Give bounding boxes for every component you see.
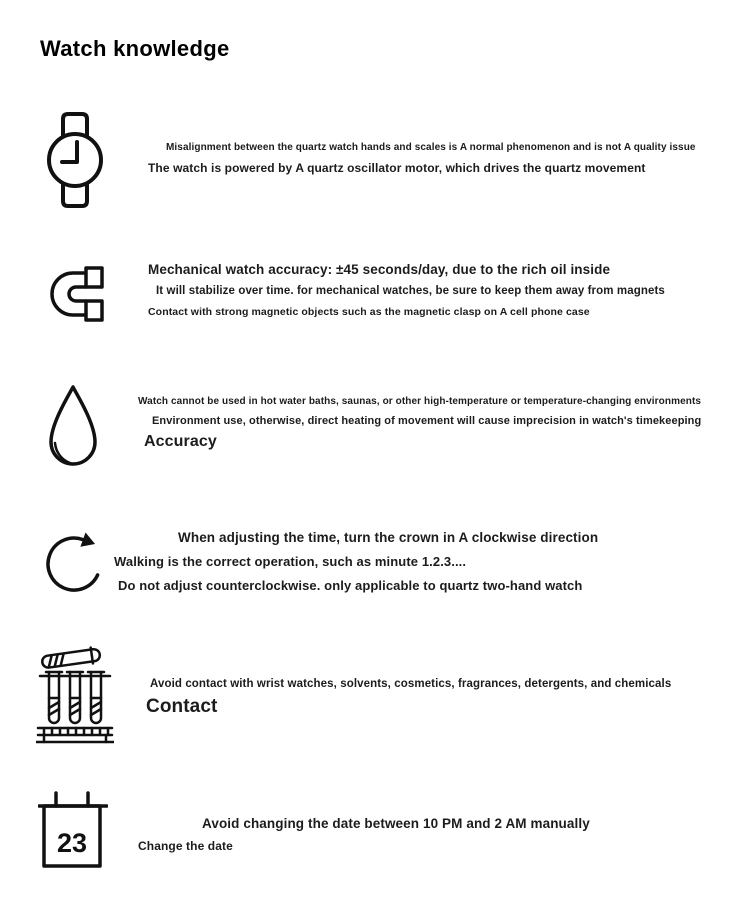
rotate-arrow-icon <box>42 524 106 602</box>
info-line: Avoid changing the date between 10 PM and 2 AM manually <box>202 816 590 831</box>
water-drop-icon <box>42 383 104 477</box>
calendar-day: 23 <box>56 828 88 858</box>
info-line: The watch is powered by A quartz oscillator motor, which drives the quartz movement <box>148 161 646 175</box>
page-title: Watch knowledge <box>40 36 230 61</box>
section-chemicals-text <box>146 678 671 718</box>
info-line: When adjusting the time, turn the crown in A clockwise direction <box>178 530 599 545</box>
info-line: Watch cannot be used in hot water baths, saunas, or other high-temperature or temperature-changing environments <box>138 396 702 407</box>
section-time-adjustment-text <box>114 530 598 593</box>
info-line: Walking is the correct operation, such as minute 1.2.3.... <box>114 554 467 569</box>
test-tubes-icon <box>36 642 114 746</box>
info-line: Change the date <box>138 839 233 853</box>
section-quartz-text <box>148 142 696 175</box>
watch-icon <box>42 110 108 210</box>
info-line: Misalignment between the quartz watch hands and scales is A normal phenomenon and is not A quality issue <box>166 142 696 153</box>
info-line: It will stabilize over time. for mechanical watches, be sure to keep them away from magnets <box>156 285 665 297</box>
section-date-change-text <box>138 816 590 853</box>
info-line: Avoid contact with wrist watches, solvents, cosmetics, fragrances, detergents, and chemicals <box>150 678 672 690</box>
section-heading: Accuracy <box>144 433 217 450</box>
info-line: Environment use, otherwise, direct heating of movement will cause imprecision in watch's timekeeping <box>152 415 702 427</box>
info-line: Contact with strong magnetic objects such as the magnetic clasp on A cell phone case <box>148 306 590 318</box>
section-temperature-text <box>138 396 701 451</box>
calendar-icon <box>38 788 108 872</box>
section-heading: Contact <box>146 696 218 717</box>
section-magnetism-text <box>148 262 665 318</box>
magnet-icon <box>40 263 108 327</box>
info-line: Do not adjust counterclockwise. only applicable to quartz two-hand watch <box>118 578 583 593</box>
info-line: Mechanical watch accuracy: ±45 seconds/day, due to the rich oil inside <box>148 262 611 277</box>
